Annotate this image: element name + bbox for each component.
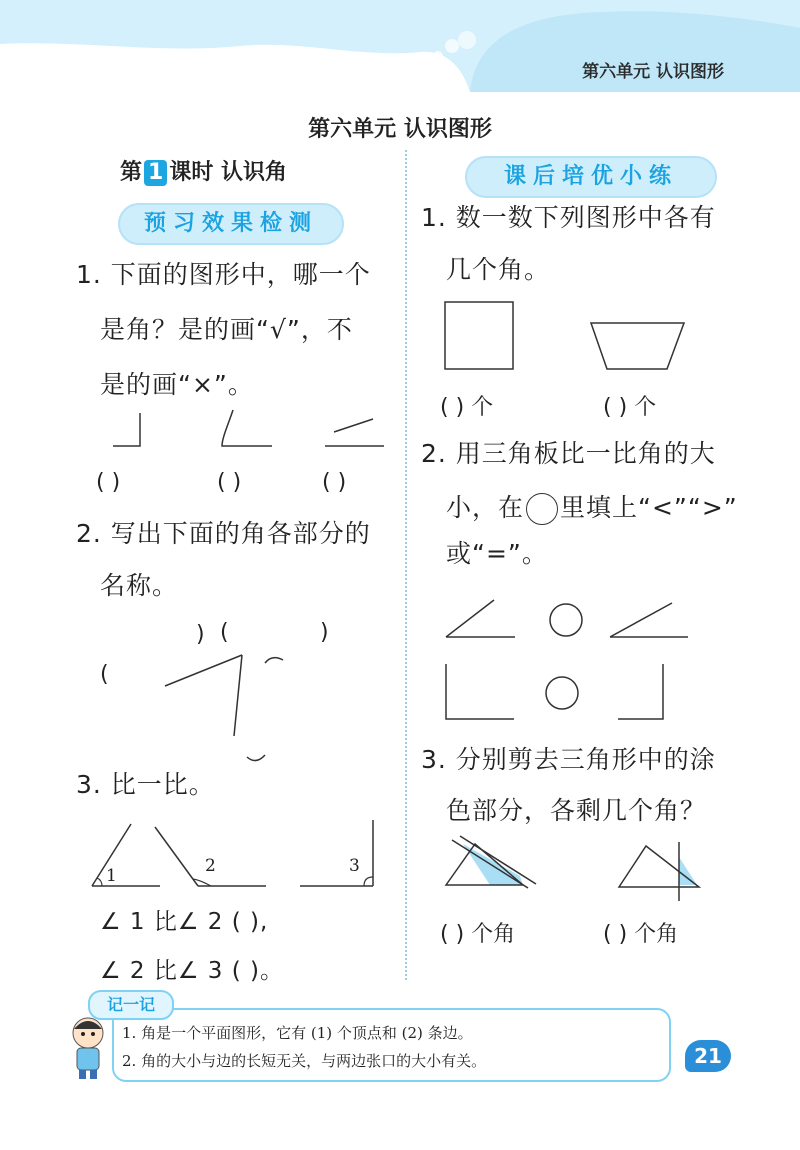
q2-line1: 2. 写出下面的角各部分的 [76, 519, 371, 548]
page-number: 21 [685, 1040, 731, 1072]
q2-blank-1-right[interactable]: ) [196, 622, 205, 647]
q2-blank-2-left[interactable]: ( [220, 620, 229, 645]
q2-blank-2-right[interactable]: ) [320, 620, 329, 645]
q1-answer-2[interactable]: ( ) [217, 470, 242, 495]
r-q1-line2: 几个角。 [446, 255, 551, 284]
lesson-number-badge: 1 [144, 160, 167, 186]
q3-compare-2[interactable]: ∠ 2 比∠ 3 ( )。 [100, 958, 285, 984]
header-unit-title: 第六单元 认识图形 [582, 62, 724, 82]
section-preview-check: 预习效果检测 [118, 203, 344, 245]
angle-label-3: 3 [349, 856, 360, 876]
q1-answer-3[interactable]: ( ) [322, 470, 347, 495]
q3-compare-1[interactable]: ∠ 1 比∠ 2 ( ), [100, 909, 269, 935]
memo-tag: 记一记 [88, 990, 174, 1020]
angle-label-2: 2 [205, 856, 216, 876]
cartoon-boy-icon [66, 1015, 110, 1081]
r-q2-line1: 2. 用三角板比一比角的大 [421, 439, 716, 468]
r-q2-line2: 小，在 里填上“<”“>” [446, 480, 738, 535]
angle-label-1: 1 [106, 866, 117, 886]
q2-line2: 名称。 [100, 571, 179, 600]
memo-line-1: 1. 角是一个平面图形，它有 (1) 个顶点和 (2) 条边。 [122, 1024, 473, 1042]
r-q2-line3: 或“=”。 [446, 539, 548, 568]
q1-line1: 1. 下面的图形中，哪一个 [76, 260, 371, 289]
memo-line-2: 2. 角的大小与边的长短无关，与两边张口的大小有关。 [122, 1052, 487, 1070]
q1-answer-1[interactable]: ( ) [96, 470, 121, 495]
r-q1-line1: 1. 数一数下列图形中各有 [421, 203, 716, 232]
q1-line3: 是的画“×”。 [100, 370, 254, 399]
r-q1-answer-1[interactable]: ( ) 个 [440, 395, 494, 420]
r-q1-answer-2[interactable]: ( ) 个 [603, 395, 657, 420]
q3-title: 3. 比一比。 [76, 770, 215, 799]
page-title: 第六单元 认识图形 [308, 117, 492, 142]
r-q3-line2: 色部分，各剩几个角？ [446, 796, 707, 825]
r-q3-answer-1[interactable]: ( ) 个角 [440, 922, 516, 947]
q2-blank-3-left[interactable]: ( [100, 662, 109, 687]
r-q3-line1: 3. 分别剪去三角形中的涂 [421, 745, 716, 774]
lesson-title: 第 1 课时 认识角 [120, 160, 287, 185]
section-after-class-practice: 课后培优小练 [465, 156, 717, 198]
q1-line2: 是角？是的画“√”，不 [100, 315, 353, 344]
r-q3-answer-2[interactable]: ( ) 个角 [603, 922, 679, 947]
